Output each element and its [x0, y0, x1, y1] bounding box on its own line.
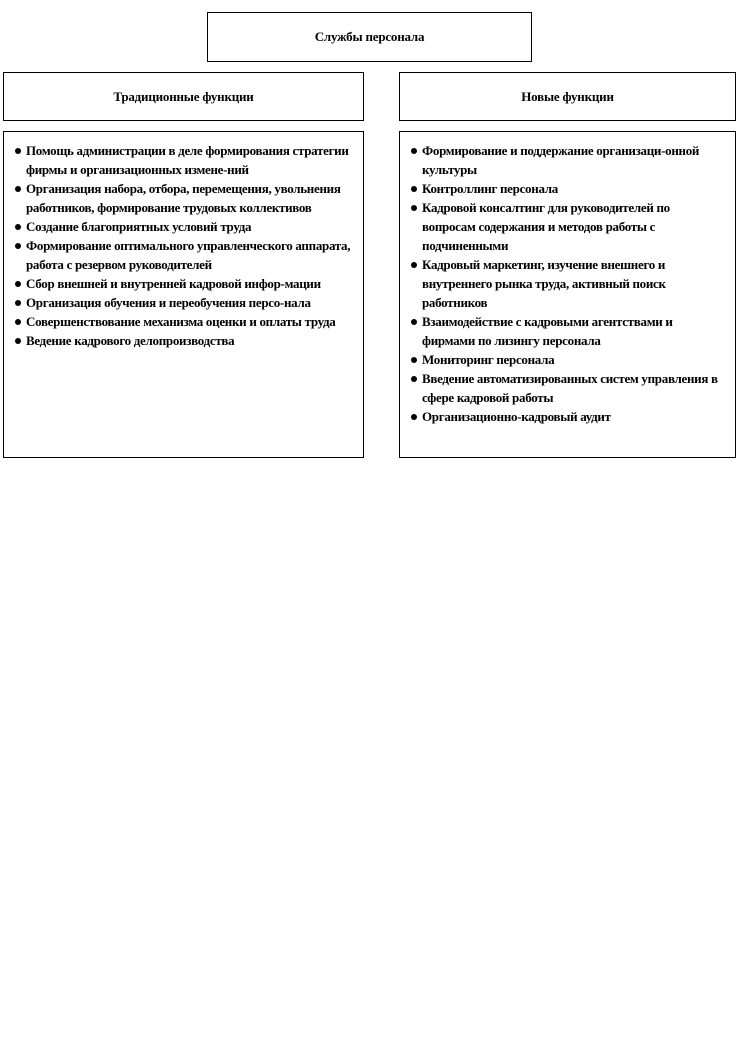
new-function-item — [410, 179, 725, 198]
bullet-icon — [15, 186, 21, 192]
new-function-item — [410, 255, 725, 312]
new-function-item — [410, 369, 725, 407]
bullet-icon — [15, 148, 21, 154]
bullet-icon — [411, 205, 417, 211]
bullet-icon — [15, 224, 21, 230]
bullet-icon — [15, 338, 21, 344]
traditional-functions-heading: Традиционные функции — [113, 88, 254, 104]
new-function-item — [410, 312, 725, 350]
new-function-text: Контроллинг персонала — [422, 181, 558, 196]
bullet-icon — [15, 319, 21, 325]
new-functions-list — [410, 141, 725, 426]
new-function-text: Мониторинг персонала — [422, 352, 555, 367]
traditional-function-text: Создание благоприятных условий труда — [26, 219, 252, 234]
traditional-functions-header — [3, 72, 364, 121]
traditional-functions-list — [14, 141, 353, 350]
bullet-icon — [411, 414, 417, 420]
bullet-icon — [411, 319, 417, 325]
traditional-function-item — [14, 217, 353, 236]
bullet-icon — [411, 186, 417, 192]
new-functions-heading: Новые функции — [521, 88, 614, 104]
traditional-function-text: Формирование оптимального управленческого аппарата, работа с резервом руководителей — [26, 238, 351, 272]
new-function-text: Введение автоматизированных систем управления в сфере кадровой работы — [422, 371, 718, 405]
new-functions-list-box — [399, 131, 736, 458]
bullet-icon — [15, 300, 21, 306]
new-function-item — [410, 198, 725, 255]
traditional-function-item — [14, 293, 353, 312]
new-function-text: Взаимодействие с кадровыми агентствами и фирмами по лизингу персонала — [422, 314, 673, 348]
bullet-icon — [15, 243, 21, 249]
traditional-functions-list-box — [3, 131, 364, 458]
new-function-text: Формирование и поддержание организаци-онной культуры — [422, 143, 700, 177]
diagram-title: Службы персонала — [314, 29, 425, 44]
diagram-title-box — [207, 12, 532, 62]
traditional-function-item — [14, 179, 353, 217]
new-function-item — [410, 141, 725, 179]
traditional-function-text: Сбор внешней и внутренней кадровой инфор-мации — [26, 276, 321, 291]
traditional-function-item — [14, 274, 353, 293]
new-function-item — [410, 407, 725, 426]
new-function-text: Кадровый маркетинг, изучение внешнего и внутреннего рынка труда, активный поиск работников — [422, 257, 666, 310]
bullet-icon — [411, 148, 417, 154]
bullet-icon — [411, 262, 417, 268]
traditional-function-text: Помощь администрации в деле формирования стратегии фирмы и организационных измене-ний — [26, 143, 349, 177]
traditional-function-item — [14, 141, 353, 179]
traditional-function-text: Совершенствование механизма оценки и оплаты труда — [26, 314, 336, 329]
bullet-icon — [411, 357, 417, 363]
traditional-function-text: Организация обучения и переобучения персо-нала — [26, 295, 311, 310]
traditional-function-item — [14, 312, 353, 331]
traditional-function-item — [14, 236, 353, 274]
new-function-text: Кадровой консалтинг для руководителей по вопросам содержания и методов работы с подчиненными — [422, 200, 670, 253]
traditional-function-text: Ведение кадрового делопроизводства — [26, 333, 235, 348]
traditional-function-text: Организация набора, отбора, перемещения, увольнения работников, формирование трудовых коллективов — [26, 181, 341, 215]
new-function-item — [410, 350, 725, 369]
new-functions-header — [399, 72, 736, 121]
bullet-icon — [411, 376, 417, 382]
new-function-text: Организационно-кадровый аудит — [422, 409, 611, 424]
bullet-icon — [15, 281, 21, 287]
traditional-function-item — [14, 331, 353, 350]
